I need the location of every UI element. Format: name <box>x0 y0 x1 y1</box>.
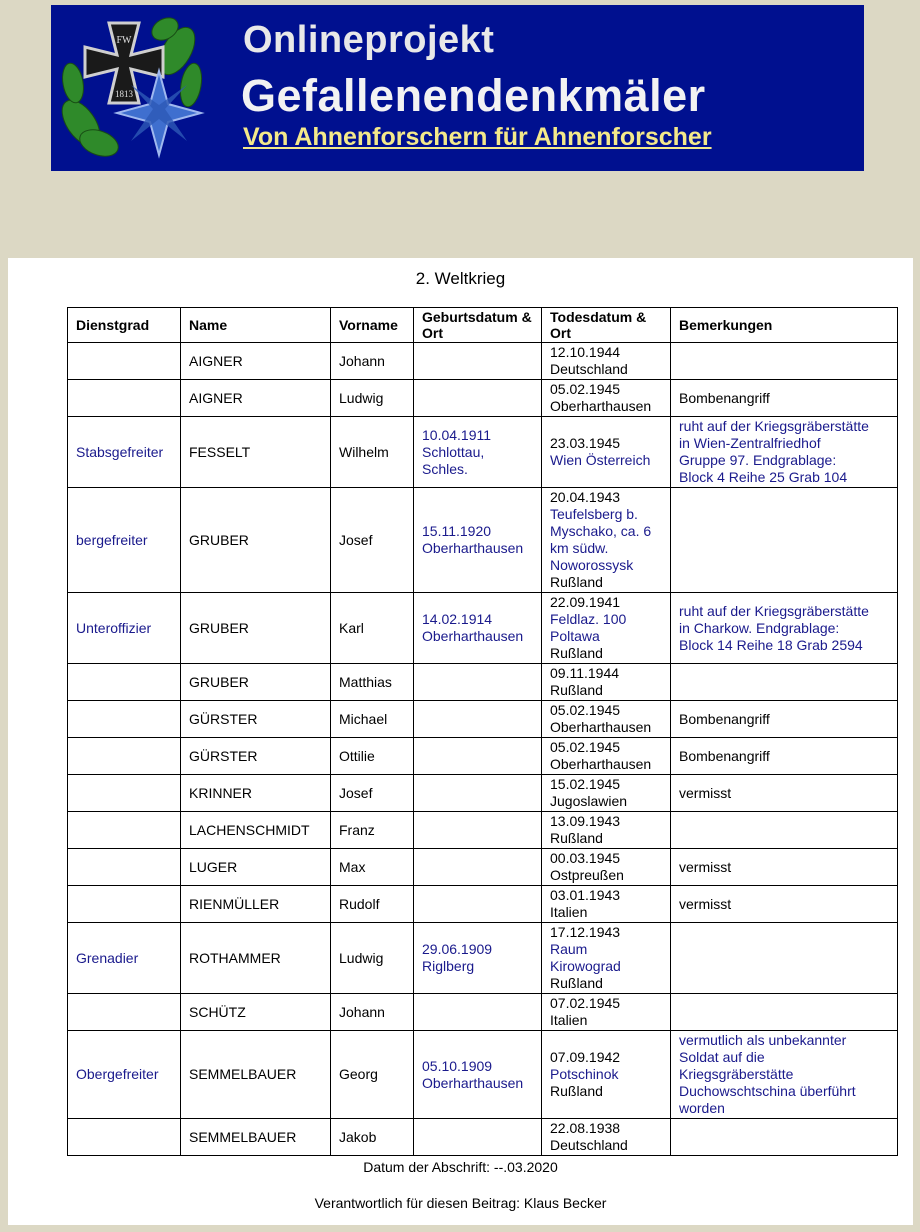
firstname-text: Franz <box>339 821 375 838</box>
birth-link[interactable]: 29.06.1909 <box>422 941 493 957</box>
birth-link[interactable]: 15.11.1920 <box>422 523 492 539</box>
firstname-cell <box>331 593 414 664</box>
death-text: Rußland <box>550 645 603 661</box>
surname-text: GÜRSTER <box>189 710 258 727</box>
responsible-person: Verantwortlich für diesen Beitrag: Klaus Becker <box>314 1195 607 1211</box>
birth-link[interactable]: Riglberg <box>422 958 475 974</box>
death-text: 07.02.1945 <box>550 995 621 1011</box>
birth-cell[interactable] <box>414 593 542 664</box>
surname-cell <box>181 593 331 664</box>
death-text: Oberharthausen <box>550 719 652 735</box>
death-cell <box>542 343 671 380</box>
death-text: 12.10.1944 <box>550 344 621 360</box>
birth-cell <box>414 775 542 812</box>
note-cell <box>671 1119 898 1156</box>
death-text: Italien <box>550 904 588 920</box>
birth-cell <box>414 738 542 775</box>
rank-link[interactable]: Unteroffizier <box>76 619 152 636</box>
death-text: 05.02.1945 <box>550 739 621 755</box>
firstname-cell <box>331 886 414 923</box>
death-cell <box>542 738 671 775</box>
note-link[interactable]: in Charkow. Endgrablage: <box>679 619 840 636</box>
table-row <box>68 738 898 775</box>
table-row <box>68 664 898 701</box>
birth-cell[interactable] <box>414 488 542 593</box>
firstname-text: Georg <box>339 1066 378 1082</box>
death-place-link[interactable]: Teufelsberg b. <box>550 506 638 522</box>
column-header: Bemerkungen <box>671 308 898 343</box>
death-text: 05.02.1945 <box>550 381 621 397</box>
death-text: 13.09.1943 <box>550 813 621 829</box>
note-text: vermisst <box>679 784 732 801</box>
rank-link[interactable]: Obergefreiter <box>76 1066 159 1082</box>
firstname-text: Josef <box>339 784 373 801</box>
firstname-cell <box>331 849 414 886</box>
surname-cell <box>181 343 331 380</box>
birth-cell <box>414 994 542 1031</box>
death-cell <box>542 593 671 664</box>
death-place-link[interactable]: Wien Österreich <box>550 452 651 468</box>
note-cell <box>671 343 898 380</box>
death-text: Rußland <box>550 830 603 846</box>
firstname-cell <box>331 417 414 488</box>
death-text: Ostpreußen <box>550 867 624 883</box>
table-row <box>68 849 898 886</box>
birth-cell[interactable] <box>414 923 542 994</box>
firstname-text: Wilhelm <box>339 443 389 460</box>
surname-text: KRINNER <box>189 784 253 801</box>
firstname-text: Johann <box>339 1003 385 1020</box>
birth-link[interactable]: Oberharthausen <box>422 540 524 556</box>
birth-link[interactable]: 14.02.1914 <box>422 611 493 627</box>
birth-link[interactable]: 10.04.1911 <box>422 426 492 443</box>
table-row <box>68 1119 898 1156</box>
column-header: Dienstgrad <box>68 308 181 343</box>
banner-title-line2: Gefallenendenkmäler <box>241 70 706 121</box>
note-link[interactable]: in Wien-Zentralfriedhof <box>679 435 821 451</box>
death-text: Italien <box>550 1012 588 1028</box>
birth-link[interactable]: Schles. <box>422 460 468 477</box>
firstname-cell <box>331 775 414 812</box>
note-text: Bombenangriff <box>679 747 770 764</box>
rank-cell <box>68 738 181 775</box>
death-place-link[interactable]: Noworossysk <box>550 557 634 573</box>
table-row <box>68 701 898 738</box>
column-header: Vorname <box>331 308 414 343</box>
table-row <box>68 812 898 849</box>
birth-cell <box>414 812 542 849</box>
firstname-text: Karl <box>339 619 364 636</box>
column-header: Geburtsdatum & Ort <box>414 308 542 343</box>
note-cell <box>671 886 898 923</box>
death-text: Deutschland <box>550 361 628 377</box>
firstname-cell <box>331 994 414 1031</box>
note-cell <box>671 380 898 417</box>
note-cell <box>671 994 898 1031</box>
surname-text: SEMMELBAUER <box>189 1128 297 1145</box>
banner-title-line1: Onlineprojekt <box>243 19 495 61</box>
rank-cell <box>68 886 181 923</box>
birth-link[interactable]: 05.10.1909 <box>422 1057 493 1074</box>
note-cell <box>671 488 898 593</box>
note-link[interactable]: Block 14 Reihe 18 Grab 2594 <box>679 636 863 653</box>
firstname-text: Josef <box>339 531 373 548</box>
table-row <box>68 923 898 994</box>
cross-text-fw: FW <box>116 35 132 46</box>
note-cell[interactable] <box>671 593 898 664</box>
note-link[interactable]: Duchowschtschina überführt <box>679 1083 856 1099</box>
firstname-text: Matthias <box>339 673 392 690</box>
table-row <box>68 417 898 488</box>
death-cell <box>542 488 671 593</box>
birth-cell <box>414 886 542 923</box>
death-text: Rußland <box>550 682 603 698</box>
death-cell <box>542 886 671 923</box>
note-link[interactable]: worden <box>679 1100 725 1116</box>
death-text: 03.01.1943 <box>550 887 621 903</box>
birth-link[interactable]: Schlottau, <box>422 443 485 460</box>
note-cell <box>671 775 898 812</box>
rank-cell <box>68 1119 181 1156</box>
table-header-row <box>68 308 898 343</box>
firstname-text: Johann <box>339 352 385 369</box>
firstname-text: Rudolf <box>339 895 380 912</box>
death-text: 23.03.1945 <box>550 435 621 451</box>
death-text: 09.11.1944 <box>550 665 620 681</box>
rank-cell[interactable] <box>68 417 181 488</box>
surname-cell <box>181 849 331 886</box>
death-cell <box>542 1031 671 1119</box>
firstname-cell <box>331 923 414 994</box>
surname-text: LUGER <box>189 858 238 875</box>
memorial-table <box>67 307 898 1156</box>
note-link[interactable]: ruht auf der Kriegsgräberstätte <box>679 418 869 434</box>
table-row <box>68 775 898 812</box>
page-heading: 2. Weltkrieg <box>415 269 506 288</box>
death-cell <box>542 664 671 701</box>
note-link[interactable]: Soldat auf die <box>679 1049 765 1065</box>
surname-text: GÜRSTER <box>189 747 258 764</box>
rank-cell <box>68 994 181 1031</box>
table-body <box>68 343 898 1156</box>
surname-text: GRUBER <box>189 619 249 636</box>
firstname-cell <box>331 812 414 849</box>
note-text: vermisst <box>679 858 732 875</box>
surname-cell <box>181 775 331 812</box>
rank-cell[interactable] <box>68 1031 181 1119</box>
surname-text: ROTHAMMER <box>189 949 281 966</box>
death-cell <box>542 849 671 886</box>
surname-text: AIGNER <box>189 352 243 369</box>
death-text: Rußland <box>550 975 603 991</box>
death-cell <box>542 994 671 1031</box>
birth-link[interactable]: Oberharthausen <box>422 628 524 644</box>
note-cell <box>671 738 898 775</box>
surname-cell <box>181 994 331 1031</box>
surname-text: LACHENSCHMIDT <box>189 821 310 838</box>
surname-cell <box>181 1119 331 1156</box>
firstname-text: Michael <box>339 710 388 727</box>
death-place-link[interactable]: Raum <box>550 941 588 957</box>
rank-cell <box>68 812 181 849</box>
note-link[interactable]: ruht auf der Kriegsgräberstätte <box>679 602 869 619</box>
iron-cross-emblem-icon <box>59 13 209 163</box>
death-text: 15.02.1945 <box>550 776 621 792</box>
surname-cell <box>181 701 331 738</box>
firstname-text: Jakob <box>339 1128 377 1145</box>
birth-link[interactable]: Oberharthausen <box>422 1074 524 1091</box>
note-link[interactable]: Gruppe 97. Endgrablage: <box>679 452 837 468</box>
content-panel <box>8 258 913 1225</box>
transcription-date: Datum der Abschrift: --.03.2020 <box>363 1159 558 1175</box>
surname-text: GRUBER <box>189 673 249 690</box>
surname-text: RIENMÜLLER <box>189 895 280 912</box>
note-cell[interactable] <box>671 1031 898 1119</box>
death-text: 22.08.1938 <box>550 1120 621 1136</box>
death-cell <box>542 1119 671 1156</box>
surname-text: FESSELT <box>189 443 251 460</box>
death-place-link[interactable]: Feldlaz. 100 <box>550 611 627 627</box>
column-header: Todesdatum & Ort <box>542 308 671 343</box>
death-cell <box>542 701 671 738</box>
death-text: Oberharthausen <box>550 398 652 414</box>
note-cell <box>671 812 898 849</box>
surname-text: SCHÜTZ <box>189 1003 246 1020</box>
firstname-text: Ludwig <box>339 949 384 966</box>
firstname-cell <box>331 380 414 417</box>
firstname-cell <box>331 488 414 593</box>
firstname-cell <box>331 664 414 701</box>
rank-cell <box>68 775 181 812</box>
note-cell <box>671 923 898 994</box>
birth-cell[interactable] <box>414 417 542 488</box>
death-text: 07.09.1942 <box>550 1049 621 1065</box>
rank-link[interactable]: bergefreiter <box>76 531 148 548</box>
death-text: 00.03.1945 <box>550 850 621 866</box>
note-text: Bombenangriff <box>679 389 770 406</box>
table-row <box>68 593 898 664</box>
surname-text: AIGNER <box>189 389 243 406</box>
firstname-text: Max <box>339 858 366 875</box>
rank-link[interactable]: Stabsgefreiter <box>76 443 164 460</box>
death-place-link[interactable]: Poltawa <box>550 628 600 644</box>
death-text: 20.04.1943 <box>550 489 621 505</box>
rank-link[interactable]: Grenadier <box>76 949 139 966</box>
note-link[interactable]: Block 4 Reihe 25 Grab 104 <box>679 469 848 485</box>
surname-cell <box>181 1031 331 1119</box>
firstname-cell <box>331 343 414 380</box>
birth-cell <box>414 701 542 738</box>
death-text: Rußland <box>550 1083 603 1099</box>
surname-cell <box>181 812 331 849</box>
death-text: 17.12.1943 <box>550 924 621 940</box>
firstname-cell <box>331 701 414 738</box>
surname-cell <box>181 886 331 923</box>
rank-cell[interactable] <box>68 488 181 593</box>
birth-cell <box>414 1119 542 1156</box>
firstname-cell <box>331 1031 414 1119</box>
birth-cell[interactable] <box>414 1031 542 1119</box>
table-row <box>68 488 898 593</box>
note-text: vermisst <box>679 895 732 912</box>
note-cell <box>671 701 898 738</box>
firstname-text: Ottilie <box>339 747 375 764</box>
note-link[interactable]: vermutlich als unbekannter <box>679 1032 847 1048</box>
banner-subtitle-link[interactable]: Von Ahnenforschern für Ahnenforscher <box>243 123 712 151</box>
firstname-cell <box>331 1119 414 1156</box>
cross-text-year: 1813 <box>115 89 133 99</box>
death-cell <box>542 923 671 994</box>
death-text: 05.02.1945 <box>550 702 621 718</box>
death-text: 22.09.1941 <box>550 594 621 610</box>
firstname-text: Ludwig <box>339 389 384 406</box>
death-text: Oberharthausen <box>550 756 652 772</box>
surname-text: GRUBER <box>189 531 249 548</box>
rank-cell <box>68 380 181 417</box>
death-place-link[interactable]: km südw. <box>550 540 609 556</box>
table-row <box>68 380 898 417</box>
death-text: Rußland <box>550 574 603 590</box>
birth-cell <box>414 849 542 886</box>
rank-cell[interactable] <box>68 923 181 994</box>
death-cell <box>542 812 671 849</box>
note-cell <box>671 849 898 886</box>
death-place-link[interactable]: Myschako, ca. 6 <box>550 523 652 539</box>
table-row <box>68 994 898 1031</box>
table-row <box>68 1031 898 1119</box>
surname-cell <box>181 417 331 488</box>
note-cell <box>671 664 898 701</box>
table-row <box>68 343 898 380</box>
rank-cell[interactable] <box>68 593 181 664</box>
site-banner[interactable] <box>51 5 864 171</box>
death-place-link[interactable]: Potschinok <box>550 1066 619 1082</box>
note-link[interactable]: Kriegsgräberstätte <box>679 1066 794 1082</box>
rank-cell <box>68 701 181 738</box>
rank-cell <box>68 343 181 380</box>
surname-cell <box>181 664 331 701</box>
surname-cell <box>181 923 331 994</box>
birth-cell <box>414 664 542 701</box>
note-cell[interactable] <box>671 417 898 488</box>
death-text: Jugoslawien <box>550 793 628 809</box>
death-cell <box>542 775 671 812</box>
birth-cell <box>414 343 542 380</box>
rank-cell <box>68 849 181 886</box>
rank-cell <box>68 664 181 701</box>
surname-cell <box>181 380 331 417</box>
surname-cell <box>181 738 331 775</box>
death-cell <box>542 380 671 417</box>
surname-text: SEMMELBAUER <box>189 1066 297 1082</box>
death-cell <box>542 417 671 488</box>
table-row <box>68 886 898 923</box>
surname-cell <box>181 488 331 593</box>
birth-cell <box>414 380 542 417</box>
death-place-link[interactable]: Kirowograd <box>550 958 621 974</box>
note-text: Bombenangriff <box>679 710 770 727</box>
death-text: Deutschland <box>550 1137 628 1153</box>
firstname-cell <box>331 738 414 775</box>
column-header: Name <box>181 308 331 343</box>
